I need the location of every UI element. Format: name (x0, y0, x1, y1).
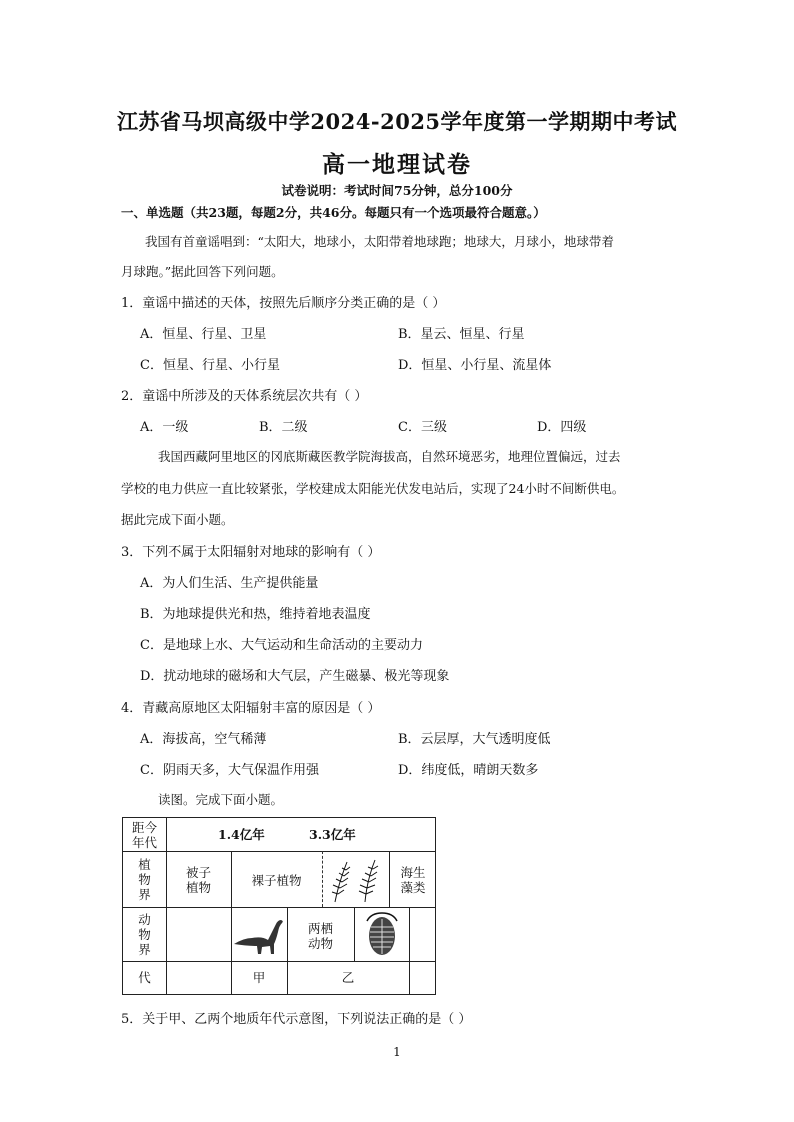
amphibian-label: 两栖 动物 (307, 921, 333, 951)
q3-option-a: A．为人们生活、生产提供能量 (140, 576, 319, 591)
q5-stem: 5．关于甲、乙两个地质年代示意图，下列说法正确的是（ ） (121, 1012, 472, 1027)
angiosperm-label: 被子 植物 (185, 865, 211, 895)
row-label-plant: 植 物 界 (138, 857, 151, 902)
q1-option-a: A．恒星、行星、卫星 (140, 327, 267, 342)
row-label-animal: 动 物 界 (138, 912, 151, 957)
q3-option-b: B．为地球提供光和热，维持着地表温度 (140, 607, 371, 622)
passage2-line2: 学校的电力供应一直比较紧张，学校建成太阳能光伏发电站后，实现了24小时不间断供电。 (121, 481, 625, 496)
time-3.3: 3.3亿年 (309, 827, 356, 842)
passage2-line1: 我国西藏阿里地区的冈底斯藏医教学院海拔高，自然环境恶劣，地理位置偏远，过去 (158, 449, 621, 464)
row-divider (123, 961, 435, 962)
q1-option-c: C．恒星、行星、小行星 (140, 358, 280, 373)
figure-intro: 读图。完成下面小题。 (158, 792, 284, 807)
col-divider (409, 907, 410, 995)
section-heading: 一、单选题（共23题，每题2分，共46分。每题只有一个选项最符合题意。） (121, 205, 546, 220)
era-jia: 甲 (252, 970, 266, 985)
exam-subtitle: 高一地理试卷 (322, 151, 472, 178)
dinosaur-icon (232, 914, 286, 958)
q1-option-b: B．星云、恒星、行星 (398, 327, 525, 342)
fern-icon (325, 856, 387, 904)
q4-option-b: B．云层厚，大气透明度低 (398, 732, 551, 747)
q3-option-c: C．是地球上水、大气运动和生命活动的主要动力 (140, 638, 423, 653)
q3-stem: 3．下列不属于太阳辐射对地球的影响有（ ） (121, 545, 381, 560)
algae-label: 海生 藻类 (400, 865, 426, 895)
q1-option-d: D．恒星、小行星、流星体 (398, 358, 552, 373)
q2-option-a: A．一级 (140, 420, 189, 435)
q4-option-d: D．纬度低，晴朗天数多 (398, 763, 539, 778)
col-divider (354, 907, 355, 961)
row-label-time: 距今 年代 (131, 820, 157, 850)
q4-option-a: A．海拔高，空气稀薄 (140, 732, 267, 747)
col-divider (166, 818, 167, 995)
q4-stem: 4．青藏高原地区太阳辐射丰富的原因是（ ） (121, 701, 381, 716)
q2-option-c: C．三级 (398, 420, 447, 435)
row-divider (123, 907, 435, 908)
q2-stem: 2．童谣中所涉及的天体系统层次共有（ ） (121, 389, 368, 404)
q2-option-b: B．二级 (259, 420, 308, 435)
time-1.4: 1.4亿年 (218, 827, 265, 842)
passage1-line1: 我国有首童谣唱到：“太阳大，地球小，太阳带着地球跑；地球大，月球小，地球带着 (145, 234, 614, 249)
col-divider-dashed (322, 851, 323, 907)
trilobite-icon (359, 911, 405, 959)
q2-option-d: D．四级 (537, 420, 587, 435)
exam-note: 试卷说明：考试时间75分钟，总分100分 (281, 183, 513, 198)
page-number: 1 (393, 1045, 401, 1059)
gymnosperm-label: 裸子植物 (251, 873, 302, 888)
q3-option-d: D．扰动地球的磁场和大气层，产生磁暴、极光等现象 (140, 669, 450, 684)
exam-title: 江苏省马坝高级中学2024-2025学年度第一学期期中考试 (116, 109, 678, 134)
q1-stem: 1．童谣中描述的天体，按照先后顺序分类正确的是（ ） (121, 296, 446, 311)
era-yi: 乙 (341, 970, 355, 985)
geologic-era-table (122, 817, 436, 995)
q4-option-c: C．阴雨天多，大气保温作用强 (140, 763, 319, 778)
passage2-line3: 据此完成下面小题。 (121, 512, 234, 527)
passage1-line2: 月球跑。”据此回答下列问题。 (121, 264, 284, 279)
row-label-era: 代 (138, 970, 151, 985)
